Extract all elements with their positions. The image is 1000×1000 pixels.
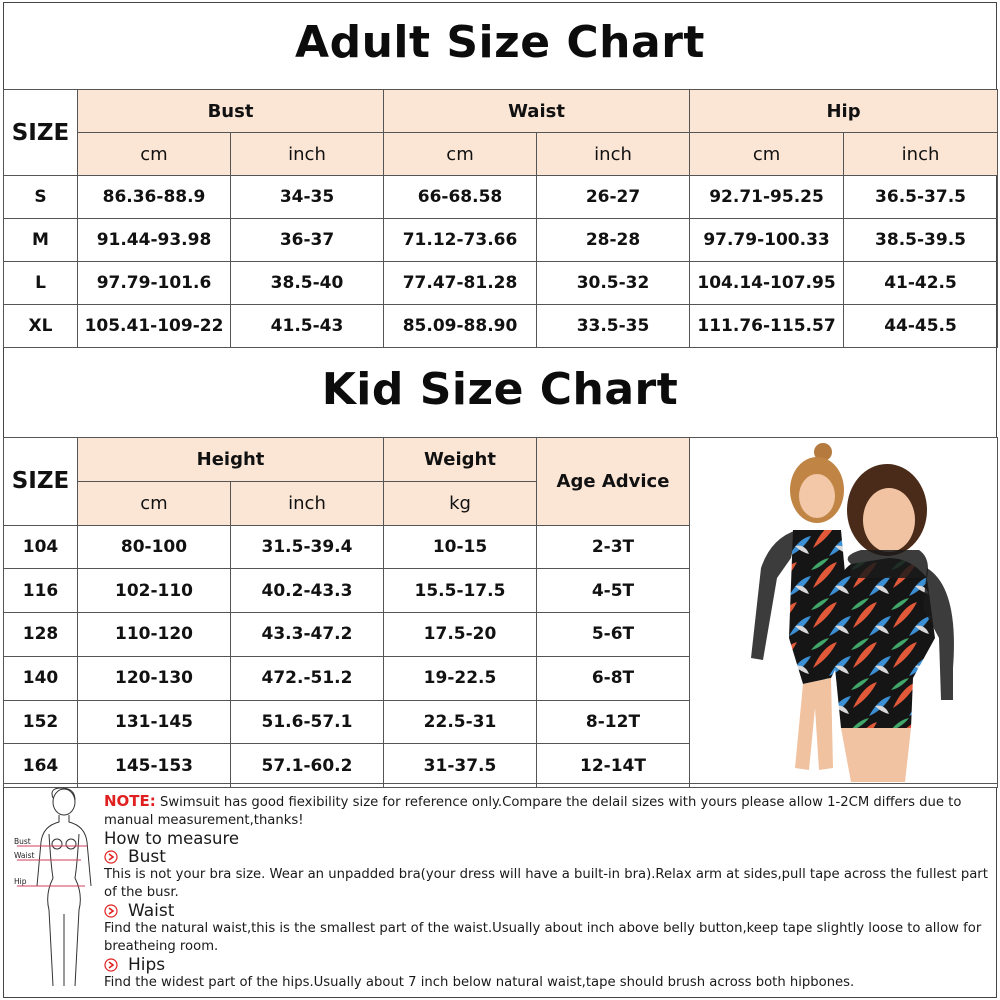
kid-size-cell: 140 bbox=[4, 656, 78, 700]
adult-bust-header: Bust bbox=[78, 90, 384, 133]
kid-size-table bbox=[3, 437, 998, 788]
table-cell: 26-27 bbox=[537, 176, 690, 219]
table-row bbox=[4, 305, 998, 348]
arrow-right-icon bbox=[104, 850, 118, 864]
table-cell: 41.5-43 bbox=[231, 305, 384, 348]
table-cell: 120-130 bbox=[78, 656, 231, 700]
table-cell: 97.79-101.6 bbox=[78, 262, 231, 305]
product-photo bbox=[690, 438, 998, 788]
kid-height-header: Height bbox=[78, 438, 384, 482]
table-cell: 41-42.5 bbox=[844, 262, 998, 305]
table-cell: 102-110 bbox=[78, 569, 231, 613]
kid-size-cell: 152 bbox=[4, 700, 78, 744]
adult-size-cell: L bbox=[4, 262, 78, 305]
adult-unit-cell: cm bbox=[78, 133, 231, 176]
adult-size-table bbox=[3, 89, 998, 348]
table-row bbox=[4, 262, 998, 305]
adult-size-header: SIZE bbox=[4, 90, 78, 176]
figure-label-hip: Hip bbox=[14, 877, 27, 886]
note-text: Swimsuit has good fiexibility size for reference only.Compare the delail sizes with yours please allow 1-2CM differs due to manual measurement,thanks! bbox=[104, 795, 962, 828]
table-cell: 31-37.5 bbox=[384, 744, 537, 788]
table-cell: 6-8T bbox=[537, 656, 690, 700]
table-cell: 22.5-31 bbox=[384, 700, 537, 744]
table-cell: 91.44-93.98 bbox=[78, 219, 231, 262]
table-cell: 34-35 bbox=[231, 176, 384, 219]
table-cell: 85.09-88.90 bbox=[384, 305, 537, 348]
measurement-guide bbox=[3, 783, 997, 999]
table-cell: 5-6T bbox=[537, 613, 690, 657]
table-cell: 57.1-60.2 bbox=[231, 744, 384, 788]
table-cell: 51.6-57.1 bbox=[231, 700, 384, 744]
kid-age-advice-header: Age Advice bbox=[537, 438, 690, 526]
table-cell: 145-153 bbox=[78, 744, 231, 788]
arrow-right-icon bbox=[104, 904, 118, 918]
kid-size-cell: 164 bbox=[4, 744, 78, 788]
table-cell: 36-37 bbox=[231, 219, 384, 262]
hips-section-title: Hips bbox=[128, 955, 166, 975]
adult-unit-cell: inch bbox=[537, 133, 690, 176]
table-cell: 104.14-107.95 bbox=[690, 262, 844, 305]
adult-hip-header: Hip bbox=[690, 90, 998, 133]
adult-waist-header: Waist bbox=[384, 90, 690, 133]
figure-label-bust: Bust bbox=[14, 837, 31, 846]
table-cell: 31.5-39.4 bbox=[231, 525, 384, 569]
table-cell: 40.2-43.3 bbox=[231, 569, 384, 613]
table-row bbox=[4, 176, 998, 219]
kid-size-cell: 104 bbox=[4, 525, 78, 569]
table-cell: 92.71-95.25 bbox=[690, 176, 844, 219]
adult-unit-cell: cm bbox=[384, 133, 537, 176]
table-cell: 472.-51.2 bbox=[231, 656, 384, 700]
adult-unit-cell: inch bbox=[844, 133, 998, 176]
arrow-right-icon bbox=[104, 958, 118, 972]
kid-unit-cell: inch bbox=[231, 481, 384, 525]
table-cell: 43.3-47.2 bbox=[231, 613, 384, 657]
table-cell: 4-5T bbox=[537, 569, 690, 613]
table-cell: 44-45.5 bbox=[844, 305, 998, 348]
kid-chart-title: Kid Size Chart bbox=[321, 364, 679, 415]
table-cell: 86.36-88.9 bbox=[78, 176, 231, 219]
table-cell: 131-145 bbox=[78, 700, 231, 744]
adult-chart-title: Adult Size Chart bbox=[295, 17, 705, 68]
how-to-measure-title: How to measure bbox=[104, 829, 240, 848]
note-paragraph bbox=[104, 792, 994, 830]
adult-unit-cell: inch bbox=[231, 133, 384, 176]
table-cell: 97.79-100.33 bbox=[690, 219, 844, 262]
table-cell: 19-22.5 bbox=[384, 656, 537, 700]
table-cell: 110-120 bbox=[78, 613, 231, 657]
kid-size-header: SIZE bbox=[4, 438, 78, 526]
kid-unit-cell: kg bbox=[384, 481, 537, 525]
table-cell: 15.5-17.5 bbox=[384, 569, 537, 613]
table-row bbox=[4, 219, 998, 262]
table-cell: 17.5-20 bbox=[384, 613, 537, 657]
waist-section-heading bbox=[104, 902, 994, 920]
hips-section-text: Find the widest part of the hips.Usually about 7 inch below natural waist,tape should brush across both hipbones. bbox=[104, 975, 855, 990]
table-cell: 38.5-39.5 bbox=[844, 219, 998, 262]
table-cell: 12-14T bbox=[537, 744, 690, 788]
kid-size-cell: 128 bbox=[4, 613, 78, 657]
notes-text-block bbox=[104, 792, 994, 992]
table-cell: 71.12-73.66 bbox=[384, 219, 537, 262]
table-cell: 28-28 bbox=[537, 219, 690, 262]
table-cell: 77.47-81.28 bbox=[384, 262, 537, 305]
table-cell: 66-68.58 bbox=[384, 176, 537, 219]
bust-section-text: This is not your bra size. Wear an unpadded bra(your dress will have a built-in bra).Relax arm at sides,pull tape across the fullest part of the busr. bbox=[104, 867, 988, 900]
table-cell: 2-3T bbox=[537, 525, 690, 569]
table-cell: 33.5-35 bbox=[537, 305, 690, 348]
table-cell: 38.5-40 bbox=[231, 262, 384, 305]
kid-unit-cell: cm bbox=[78, 481, 231, 525]
waist-section-title: Waist bbox=[128, 901, 175, 921]
adult-size-cell: XL bbox=[4, 305, 78, 348]
bust-section-heading bbox=[104, 848, 994, 866]
body-figure-illustration bbox=[9, 786, 101, 996]
adult-size-cell: M bbox=[4, 219, 78, 262]
waist-section-text: Find the natural waist,this is the smallest part of the waist.Usually about inch above belly button,keep tape slightly loose to allow for breatheing room. bbox=[104, 921, 982, 954]
hips-section-heading bbox=[104, 956, 994, 974]
adult-size-cell: S bbox=[4, 176, 78, 219]
table-cell: 80-100 bbox=[78, 525, 231, 569]
mother-daughter-swimsuit-photo bbox=[691, 438, 997, 782]
table-cell: 10-15 bbox=[384, 525, 537, 569]
table-cell: 30.5-32 bbox=[537, 262, 690, 305]
table-cell: 105.41-109-22 bbox=[78, 305, 231, 348]
table-cell: 111.76-115.57 bbox=[690, 305, 844, 348]
table-cell: 8-12T bbox=[537, 700, 690, 744]
table-cell: 36.5-37.5 bbox=[844, 176, 998, 219]
bust-section-title: Bust bbox=[128, 847, 166, 867]
adult-unit-cell: cm bbox=[690, 133, 844, 176]
kid-weight-header: Weight bbox=[384, 438, 537, 482]
note-label: NOTE: bbox=[104, 792, 156, 810]
figure-label-waist: Waist bbox=[14, 851, 35, 860]
kid-size-cell: 116 bbox=[4, 569, 78, 613]
